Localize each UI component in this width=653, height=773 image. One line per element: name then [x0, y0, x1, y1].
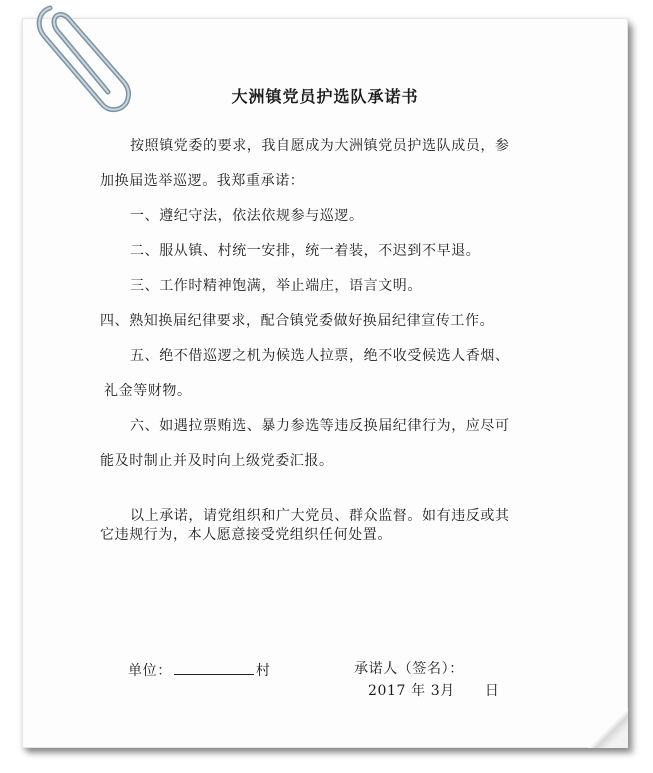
item-5-line1: 五、绝不借巡逻之机为候选人拉票，绝不收受候选人香烟、	[130, 348, 510, 364]
date-day: 日	[484, 683, 500, 699]
page-curl	[588, 708, 628, 748]
item-5-line2: 礼金等财物。	[104, 383, 192, 399]
item-6-line1: 六、如遇拉票贿选、暴力参选等违反换届纪律行为，应尽可	[130, 418, 510, 434]
document-title: 大洲镇党员护选队承诺书	[231, 87, 419, 106]
closing-line2: 它违规行为，本人愿意接受党组织任何处置。	[100, 527, 392, 543]
item-2: 二、服从镇、村统一安排，统一着装，不迟到不早退。	[130, 243, 481, 259]
para1-line1: 按照镇党委的要求，我自愿成为大洲镇党员护选队成员，参	[130, 138, 510, 154]
unit-blank	[174, 660, 254, 675]
signer-label: 承诺人（签名）：	[354, 661, 464, 677]
closing-line1: 以上承诺，请党组织和广大党员、群众监督。如有违反或其	[130, 508, 510, 524]
para1-line2: 加换届选举巡逻。我郑重承诺：	[100, 173, 305, 189]
unit-row	[128, 660, 270, 680]
unit-label: 单位：	[128, 663, 172, 679]
date-year-month: 2017 年 3月	[368, 683, 455, 699]
item-6-line2: 能及时制止并及时向上级党委汇报。	[100, 453, 334, 469]
document-page	[22, 18, 628, 748]
item-3: 三、工作时精神饱满，举止端庄，语言文明。	[130, 278, 422, 294]
unit-suffix: 村	[255, 663, 271, 679]
paperclip-icon	[28, 0, 138, 120]
item-4: 四、熟知换届纪律要求，配合镇党委做好换届纪律宣传工作。	[100, 313, 495, 329]
date-row	[368, 682, 499, 700]
item-1: 一、遵纪守法，依法依规参与巡逻。	[130, 208, 364, 224]
